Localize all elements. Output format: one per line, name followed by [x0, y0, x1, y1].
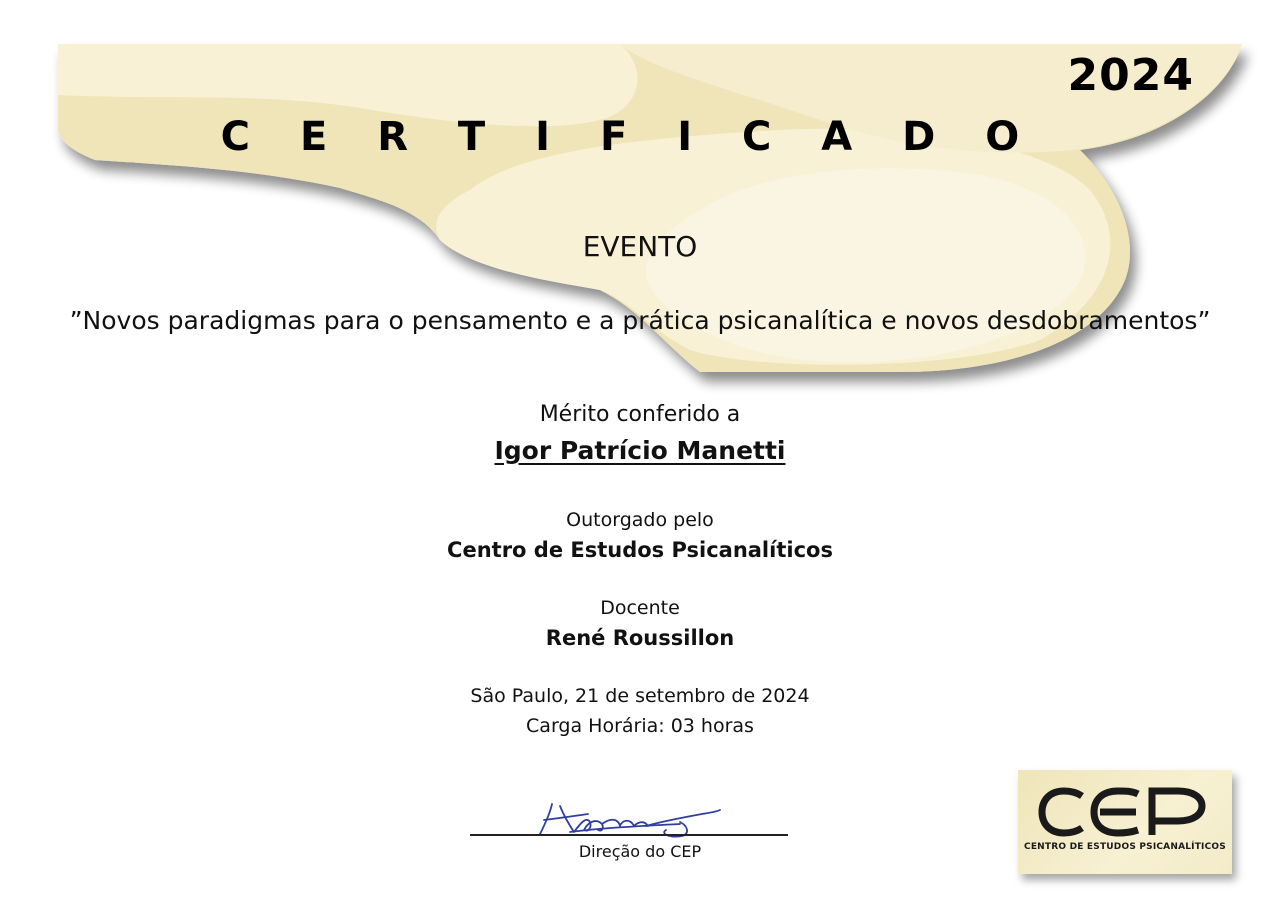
- course-hours: Carga Horária: 03 horas: [526, 715, 754, 737]
- institution-name: Centro de Estudos Psicanalíticos: [447, 538, 833, 562]
- teacher-name: René Roussillon: [545, 626, 735, 650]
- signature-line: [470, 834, 788, 836]
- signature-caption: Direção do CEP: [578, 842, 702, 861]
- teacher-label: Docente: [600, 597, 680, 619]
- event-label: EVENTO: [582, 230, 698, 263]
- recipient-name: Igor Patrício Manetti: [494, 436, 786, 465]
- cep-logo-subtitle: CENTRO DE ESTUDOS PSICANALÍTICOS: [1024, 842, 1226, 852]
- year-label: 2024: [1067, 50, 1194, 101]
- certificate-title: C E R T I F I C A D O: [220, 114, 1038, 160]
- event-name: ”Novos paradigmas para o pensamento e a prática psicanalítica e novos desdobramentos”: [69, 306, 1211, 335]
- merit-label: Mérito conferido a: [539, 402, 741, 427]
- cep-logo: [1018, 770, 1232, 874]
- place-and-date: São Paulo, 21 de setembro de 2024: [470, 685, 810, 707]
- cep-logo-mark: [1038, 786, 1212, 840]
- granted-label: Outorgado pelo: [566, 509, 714, 531]
